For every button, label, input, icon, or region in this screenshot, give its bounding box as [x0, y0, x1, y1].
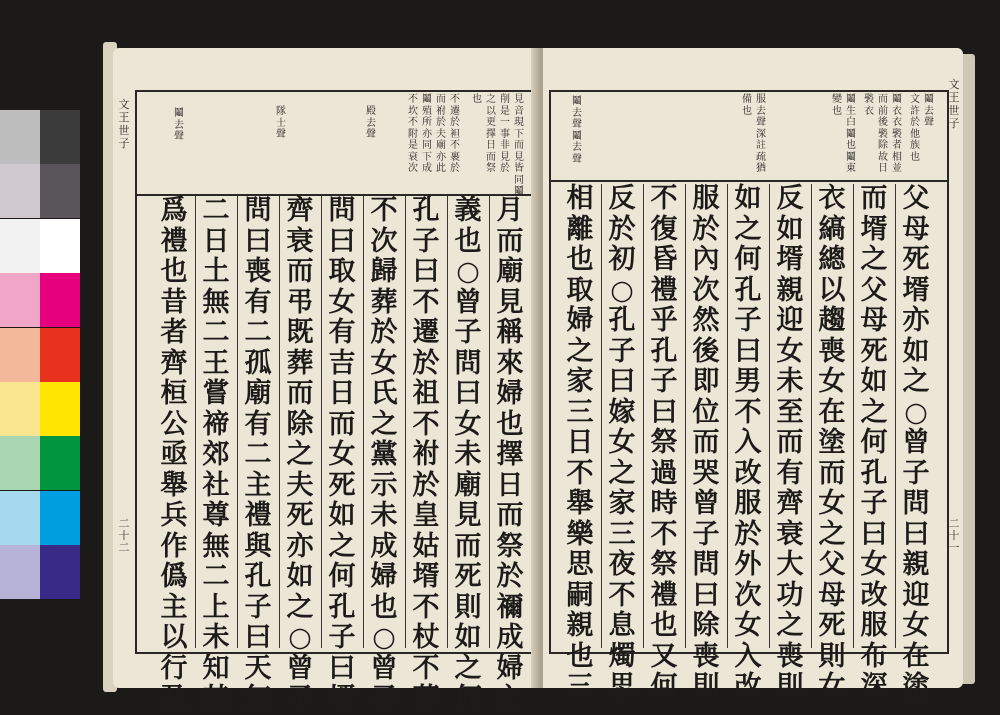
right-header-rule — [549, 180, 947, 182]
calibration-swatch — [0, 110, 40, 164]
right-text-column: 衣 縞 總 以 趨 喪 女 在 塗 而 女 之 父 母 死 則 女 — [818, 183, 846, 702]
right-margin-label: 文 王 世 子 — [948, 78, 960, 130]
calibration-swatch — [40, 110, 80, 164]
open-book — [103, 40, 975, 714]
calibration-swatch — [40, 545, 80, 599]
right-text-column: 而 壻 之 父 母 死 如 之 何 孔 子 曰 女 改 服 布 深 — [860, 183, 888, 702]
left-headnote: 見 音 現 下 而 見 皆 同 鬮 — [514, 94, 524, 197]
calibration-swatch — [40, 273, 80, 327]
column-rule — [279, 196, 280, 648]
left-headnote: 而 祔 於 夫 廟 亦 此 — [436, 94, 446, 174]
right-headnote: 變 也 — [832, 94, 842, 117]
column-rule — [685, 184, 686, 648]
right-text-column: 不 復 昏 禮 乎 孔 子 曰 祭 過 時 不 祭 禮 也 又 何 — [650, 183, 678, 702]
right-text-column: 相 離 也 取 婦 之 家 三 日 不 舉 樂 思 嗣 親 也 三 — [566, 183, 594, 702]
right-text-column: 如 之 何 孔 子 曰 男 不 入 改 服 於 外 次 女 入 改 — [734, 183, 762, 702]
calibration-swatch — [40, 436, 80, 490]
left-text-column: 孔 子 曰 不 遷 於 祖 不 祔 於 皇 姑 壻 不 杖 不 菲 — [412, 195, 440, 714]
left-headnote: 殿 去 聲 — [366, 106, 376, 140]
calibration-swatch — [0, 545, 40, 599]
right-headnote: 鬮 衣 衣 褧 者 相 並 — [892, 94, 902, 174]
left-text-column: 月 而 廟 見 稱 來 婦 也 擇 日 而 祭 於 禰 成 婦 之 — [496, 195, 524, 714]
column-rule — [811, 184, 812, 648]
left-headnote: 削 是 一 事 非 見 於 — [500, 94, 510, 174]
calibration-swatch — [0, 219, 40, 273]
calibration-swatch — [0, 436, 40, 490]
left-text-column: 問 曰 取 女 有 吉 日 而 女 死 如 之 何 孔 子 曰 壻 — [328, 195, 356, 714]
column-rule — [643, 184, 644, 648]
column-rule — [853, 184, 854, 648]
left-page — [113, 48, 538, 714]
column-rule — [489, 196, 490, 648]
right-headnote: 鬮 生 白 鬮 也 鬮 東 — [846, 94, 856, 174]
color-calibration-strip — [0, 110, 80, 600]
left-headnote: 隊 士 聲 — [276, 106, 286, 140]
left-headnote: 鬮 去 聲 — [174, 108, 184, 142]
left-headnote: 鬮 殖 所 亦 同 下 成 — [422, 94, 432, 174]
column-rule — [363, 196, 364, 648]
column-rule — [405, 196, 406, 648]
right-folio: 二 十 一 — [948, 517, 960, 554]
left-text-column: 不 次 歸 葬 於 女 氏 之 黨 示 未 成 婦 也 ○ 曾 子 — [370, 195, 398, 714]
right-headnote: 褧 衣 — [864, 94, 874, 117]
left-headnote: 也 — [472, 94, 482, 105]
column-rule — [447, 196, 448, 648]
left-headnote: 不 坎 不 附 是 衰 次 — [408, 94, 418, 174]
right-headnote: 鬮 去 聲 — [924, 94, 934, 128]
column-rule — [237, 196, 238, 648]
left-text-column: 義 也 ○ 曾 子 問 曰 女 未 廟 見 而 死 則 如 之 何 — [454, 195, 482, 714]
calibration-swatch — [40, 164, 80, 218]
right-headnote: 鬮 去 聲 鬮 去 聲 — [572, 96, 582, 165]
right-headnote: 而 前 後 褧 除 故 日 — [878, 94, 888, 174]
left-headnote: 之 以 更 擇 日 而 祭 — [486, 94, 496, 174]
calibration-swatch — [40, 382, 80, 436]
calibration-swatch — [40, 219, 80, 273]
right-page — [543, 48, 963, 702]
right-text-column: 服 於 內 次 然 後 即 位 而 哭 曾 子 問 曰 除 喪 則 — [692, 183, 720, 702]
right-text-column: 父 母 死 壻 亦 如 之 ○ 曾 子 問 曰 親 迎 女 在 塗 — [902, 183, 930, 702]
left-headnote: 不 遷 於 袒 不 裹 於 — [450, 94, 460, 174]
right-text-column: 反 於 初 ○ 孔 子 曰 嫁 女 之 家 三 夜 不 息 燭 思 — [608, 183, 636, 702]
calibration-swatch — [0, 382, 40, 436]
calibration-swatch — [0, 164, 40, 218]
calibration-swatch — [0, 273, 40, 327]
left-margin-label: 文 王 世 子 — [118, 98, 130, 150]
column-rule — [727, 184, 728, 648]
column-rule — [769, 184, 770, 648]
left-text-column: 齊 衰 而 弔 既 葬 而 除 之 夫 死 亦 如 之 ○ 曾 子 — [286, 195, 314, 714]
calibration-swatch — [40, 491, 80, 545]
left-text-column: 爲 禮 也 昔 者 齊 桓 公 亟 舉 兵 作 僞 主 以 行 及 — [160, 195, 188, 714]
right-headnote: 服 去 聲 深 註 疏 猶 — [756, 94, 766, 174]
left-text-column: 問 曰 喪 有 二 孤 廟 有 二 主 禮 與 孔 子 曰 天 無 — [244, 195, 272, 714]
right-text-column: 反 如 壻 親 迎 女 未 至 而 有 齊 衰 大 功 之 喪 則 — [776, 183, 804, 702]
left-text-column: 二 日 土 無 二 王 嘗 禘 郊 社 尊 無 二 上 未 知 其 — [202, 195, 230, 714]
column-rule — [321, 196, 322, 648]
column-rule — [601, 184, 602, 648]
right-headnote: 文 許 於 他 族 也 — [910, 94, 920, 163]
calibration-swatch — [0, 491, 40, 545]
left-folio: 二 十 二 — [118, 517, 130, 554]
calibration-swatch — [0, 328, 40, 382]
right-headnote: 備 也 — [742, 94, 752, 117]
column-rule — [195, 196, 196, 648]
calibration-swatch — [40, 328, 80, 382]
column-rule — [895, 184, 896, 648]
